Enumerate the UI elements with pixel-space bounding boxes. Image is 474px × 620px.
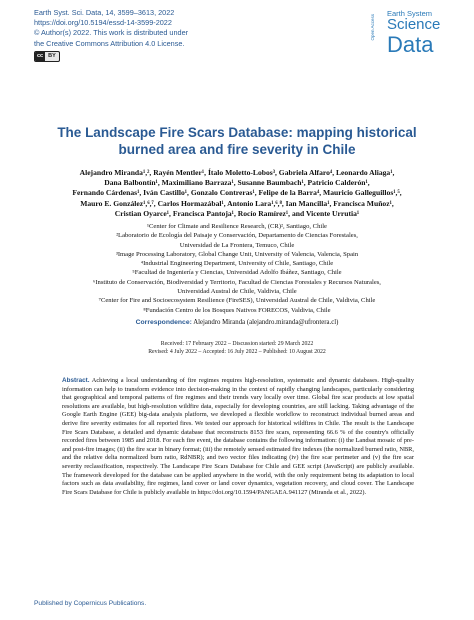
author-line: Cristian Oyarce¹, Francisca Pantoja¹, Rocío Ramírez¹, and Vicente Urrutia¹ [114,208,360,218]
affiliation-line: Universidad Austral de Chile, Valdivia, Chile [177,288,297,296]
dates-line: Received: 17 February 2022 – Discussion started: 29 March 2022 [160,341,314,347]
doi-link[interactable]: https://doi.org/10.5194/essd-14-3599-2022 [34,18,172,28]
paper-title [40,124,434,158]
affiliation-line: ²Laboratorio de Ecología del Paisaje y Conservación, Departamento de Ciencias Forestales, [116,232,358,240]
copyright: © Author(s) 2022. This work is distributed under [34,28,189,38]
affiliation-line: Universidad de La Frontera, Temuco, Chile [179,241,295,249]
journal-name-line3: Data [387,32,434,57]
cc-icon: cc [37,52,44,59]
affiliation-line: ⁶Instituto de Conservación, Biodiversidad y Territorio, Facultad de Ciencias Forestales y Recursos Naturales, [93,278,381,286]
affiliation-line: ⁴Industrial Engineering Department, University of Chile, Santiago, Chile [140,260,334,268]
journal-name-line1: Earth System [387,9,433,18]
journal-logo [370,4,440,76]
journal-name-line2: Science [387,16,441,33]
author-list [48,168,426,219]
license-text[interactable]: the Creative Commons Attribution 4.0 License. [34,38,185,48]
publication-dates [30,340,444,357]
affiliation-line: ⁸Fundación Centro de los Bosques Nativos FORECOS, Valdivia, Chile [143,306,331,314]
correspondence-text[interactable]: Alejandro Miranda (alejandro.miranda@ufrontera.cl) [193,319,339,326]
abstract-label: Abstract. [62,377,90,384]
abstract-text: Achieving a local understanding of fire regimes requires high-resolution, systematic and dynamic databases. High-quality information can help to transform evidence into decision-making in the context of rapidly changing landscapes, particularly considering that geographical and temporal patterns of fire regimes and their trends vary locally over time. Global fire scar products at low spatial resolutions are available, but high-resolution wildfire data, especially for developing countries, are still lacking. Taking advantage of the Google Earth Engine (GEE) big-data analysis platform, we developed a flexible workflow to reconstruct individual burned areas and derive fire severity estimates for all reported fires. We tested our approach for historical wildfires in Chile. The result is the Landscape Fire Scars Database, a detailed and dynamic database that reconstructs 8153 fire scars, representing 66.6 % of the country's officially recorded fires between 1985 and 2018. For each fire event, the database contains the following information: (i) the Landsat mosaic of pre- and post-fire images; (ii) the fire scar in binary format; (iii) the remotely sensed estimated fire indexes (the normalized burned ratio, NBR, and the relative delta normalized burn ratio, RdNBR); and two vector files indicating (iv) the fire scar perimeter and (v) the fire scar severity reclassification, respectively. The Landscape Fire Scars Database for Chile and GEE script (JavaScript) are publicly available. The framework developed for the database can be applied anywhere in the world, with the only requirement being its adaptation to local factors such as data availability, fire regimes, land cover or land cover dynamics, vegetation recovery, and cloud cover. The Landscape Fire Scars Database for Chile is publicly available in https://doi.org/10.1594/PANGAEA.941127 (Miranda et al., 2022). [62,377,414,496]
cc-by-badge[interactable] [34,51,60,62]
publisher-footer[interactable]: Published by Copernicus Publications. [34,600,147,607]
correspondence [30,319,444,326]
author-line: Fernando Cárdenas¹, Iván Castillo¹, Gonzalo Contreras¹, Felipe de la Barra⁴, Mauricio Galleguillos¹,⁵, [72,188,402,198]
title-line: burned area and fire severity in Chile [118,142,356,157]
by-icon: BY [48,52,56,59]
abstract [62,377,414,497]
dates-line: Revised: 4 July 2022 – Accepted: 16 July 2022 – Published: 10 August 2022 [148,349,326,356]
author-line: Dana Balbontín¹, Maximiliano Barraza¹, Susanne Baumbach¹, Patricio Calderón¹, [104,178,370,188]
affiliation-line: ⁵Facultad de Ingeniería y Ciencias, Universidad Adolfo Ibáñez, Santiago, Chile [132,269,342,277]
correspondence-label: Correspondence: [135,319,192,326]
title-line: The Landscape Fire Scars Database: mapping historical [57,125,417,140]
affiliation-list [30,222,444,315]
affiliation-line: ⁷Center for Fire and Socioecosystem Resilience (FireSES), Universidad Austral de Chile, Valdivia, Chile [98,297,376,305]
affiliation-line: ¹Center for Climate and Resilience Research, (CR)², Santiago, Chile [147,223,327,230]
author-line: Mauro E. González¹,⁶,⁷, Carlos Hormazábal¹, Antonio Lara¹,⁶,⁸, Ian Mancilla¹, Francisca Muñoz¹, [80,198,394,208]
header-meta [34,8,188,62]
citation: Earth Syst. Sci. Data, 14, 3599–3613, 2022 [34,8,175,17]
affiliation-line: ³Image Processing Laboratory, Global Change Unit, University of Valencia, Valencia, Spain [115,250,359,258]
author-line: Alejandro Miranda¹,², Rayén Mentler¹, Ítalo Moletto-Lobos³, Gabriela Alfaro⁴, Leonardo Aliaga¹, [79,168,395,177]
open-access-label: Open Access [370,14,375,41]
